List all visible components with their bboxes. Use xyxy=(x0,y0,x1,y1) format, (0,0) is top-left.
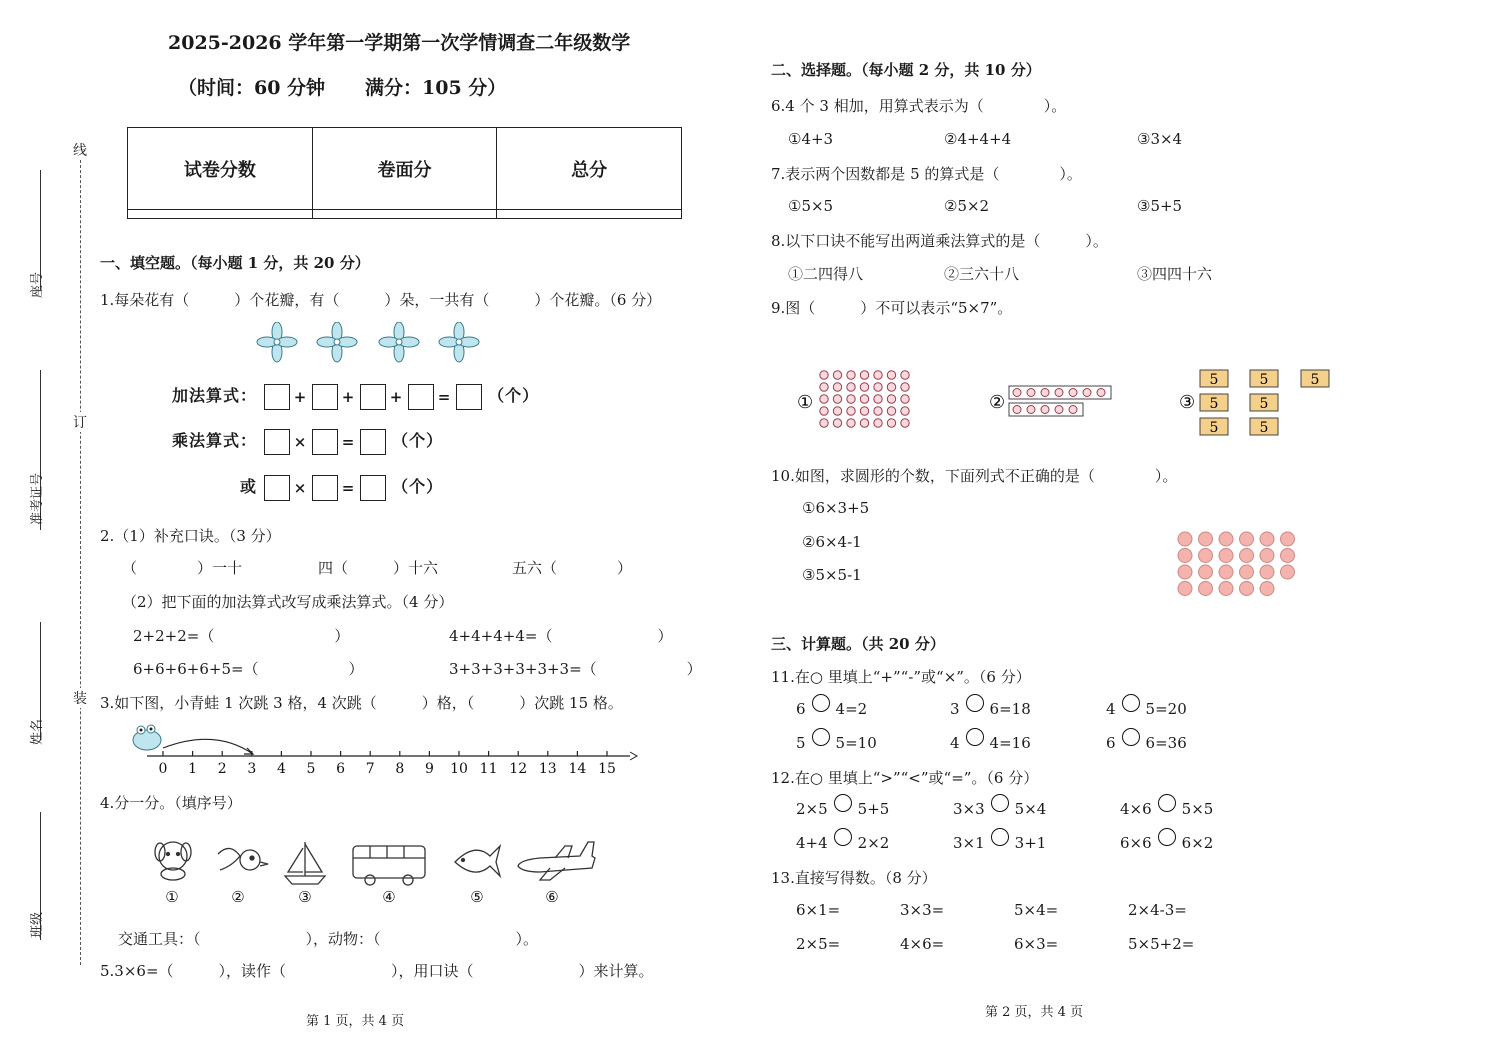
q2-1b: 四（ ）十六 xyxy=(318,559,439,577)
airplane-icon xyxy=(518,842,595,880)
right-operand: 3+1 xyxy=(1014,834,1047,852)
bead xyxy=(1013,389,1021,397)
picture-label: ⑤ xyxy=(470,888,484,906)
picture-label: ② xyxy=(231,888,245,906)
left-operand: 6 xyxy=(1106,734,1116,752)
five-card-label: 5 xyxy=(1259,420,1269,436)
right-operand: 5=10 xyxy=(835,734,877,752)
answer-circle[interactable] xyxy=(812,728,830,746)
score-header-paper: 试卷分数 xyxy=(128,128,313,210)
dot xyxy=(833,395,841,403)
pink-circle xyxy=(1281,532,1295,546)
left-operand: 2×5 xyxy=(796,800,828,818)
answer-circle[interactable] xyxy=(1122,728,1140,746)
tick-label: 4 xyxy=(276,761,286,777)
tick-label: 14 xyxy=(568,761,587,777)
q8-option-2[interactable]: ②三六十八 xyxy=(944,265,1020,283)
compare-item xyxy=(1106,700,1187,718)
dot xyxy=(833,407,841,415)
score-cell-neatness[interactable] xyxy=(312,210,497,219)
dot xyxy=(860,419,868,427)
dot xyxy=(860,371,868,379)
answer-box[interactable] xyxy=(264,429,290,455)
left-operand: 5 xyxy=(796,734,806,752)
dot xyxy=(874,371,882,379)
compare-item xyxy=(953,834,1046,852)
bead xyxy=(1027,406,1035,414)
dot xyxy=(887,371,895,379)
q9-text: 9.图（ ）不可以表示“5×7”。 xyxy=(771,299,1013,317)
answer-circle[interactable] xyxy=(966,728,984,746)
tick-label: 6 xyxy=(336,761,346,777)
dot xyxy=(847,407,855,415)
score-header-total: 总分 xyxy=(497,128,682,210)
picture-label: ④ xyxy=(382,888,396,906)
bead xyxy=(1013,406,1021,414)
compare-item xyxy=(950,734,1031,752)
full-score-info: 满分：105 分） xyxy=(365,77,507,99)
q11-text: 11.在○ 里填上“+”“-”或“×”。（6 分） xyxy=(771,668,1031,686)
answer-circle[interactable] xyxy=(1158,828,1176,846)
tick-label: 1 xyxy=(188,761,198,777)
answer-box[interactable] xyxy=(360,475,386,501)
bead xyxy=(1097,389,1105,397)
pink-circle xyxy=(1260,582,1274,596)
five-card-label: 5 xyxy=(1310,372,1320,388)
right-operand: 4=16 xyxy=(989,734,1031,752)
compare-item xyxy=(1106,734,1187,752)
unit-label: （个） xyxy=(392,431,444,450)
answer-circle[interactable] xyxy=(991,794,1009,812)
answer-box[interactable] xyxy=(312,429,338,455)
answer-circle[interactable] xyxy=(834,828,852,846)
score-table xyxy=(127,127,682,219)
pink-circle xyxy=(1240,549,1254,563)
pink-circle xyxy=(1199,582,1213,596)
dog-icon xyxy=(155,842,191,880)
seat-number-label: 座号 xyxy=(30,271,45,298)
frog-number-line xyxy=(125,718,645,780)
dot xyxy=(833,371,841,379)
dot xyxy=(847,419,855,427)
picture-label: ③ xyxy=(298,888,312,906)
sailboat-icon xyxy=(285,842,325,884)
dot xyxy=(874,383,882,391)
compare-item xyxy=(953,800,1046,818)
dot xyxy=(860,395,868,403)
answer-circle[interactable] xyxy=(812,694,830,712)
dot xyxy=(901,383,909,391)
q10-option-2[interactable]: ②6×4-1 xyxy=(802,533,862,551)
q9-label-3: ③ xyxy=(1179,392,1196,413)
bead xyxy=(1069,406,1077,414)
q2-2a: 2+2+2=（ ） xyxy=(133,627,350,645)
pink-circle xyxy=(1199,565,1213,579)
tick-label: 9 xyxy=(424,761,434,777)
pink-circle xyxy=(1219,582,1233,596)
compare-item xyxy=(796,700,867,718)
pink-circle xyxy=(1281,565,1295,579)
dot xyxy=(901,419,909,427)
tick-label: 3 xyxy=(247,761,257,777)
time-info: （时间：60 分钟 xyxy=(178,77,326,99)
flower-row xyxy=(255,322,485,366)
answer-circle[interactable] xyxy=(1158,794,1176,812)
compare-item xyxy=(796,800,889,818)
dot xyxy=(820,383,828,391)
direct-calc-item[interactable]: 2×5= xyxy=(796,935,841,953)
binding-char-xian: 线 xyxy=(73,140,87,160)
q12-text: 12.在○ 里填上“>”“<”或“=”。（6 分） xyxy=(771,769,1039,787)
right-operand: 2×2 xyxy=(857,834,890,852)
beads xyxy=(1013,389,1105,414)
q4-text: 4.分一分。（填序号） xyxy=(100,794,242,812)
pink-circle xyxy=(1260,549,1274,563)
tick-label: 11 xyxy=(479,761,498,777)
pink-circle xyxy=(1219,532,1233,546)
compare-item xyxy=(1120,800,1213,818)
q2-2b: 4+4+4+4=（ ） xyxy=(449,627,673,645)
q10-option-1[interactable]: ①6×3+5 xyxy=(802,499,870,517)
q2-2-text: （2）把下面的加法算式改写成乘法算式。（4 分） xyxy=(122,593,454,611)
five-card-label: 5 xyxy=(1259,396,1269,412)
dot xyxy=(820,407,828,415)
q2-2c: 6+6+6+6+5=（ ） xyxy=(133,660,364,678)
q7-option-3[interactable]: ③5+5 xyxy=(1137,197,1183,215)
frog-icon xyxy=(133,725,161,750)
answer-box[interactable] xyxy=(360,429,386,455)
exam-id-label: 准考证号 xyxy=(30,472,45,525)
answer-box[interactable] xyxy=(456,384,482,410)
pink-circle xyxy=(1240,565,1254,579)
q7-option-1[interactable]: ①5×5 xyxy=(788,197,834,215)
five-cards xyxy=(1200,370,1329,436)
dot xyxy=(887,383,895,391)
footer-right: 第 2 页，共 4 页 xyxy=(985,1005,1084,1020)
answer-box[interactable] xyxy=(360,384,386,410)
left-operand: 3×3 xyxy=(953,800,985,818)
bead xyxy=(1041,406,1049,414)
sort-pictures xyxy=(140,832,610,908)
pink-circle xyxy=(1178,565,1192,579)
pink-circle xyxy=(1178,582,1192,596)
tick-label: 13 xyxy=(538,761,557,777)
right-operand: 6=36 xyxy=(1145,734,1187,752)
pink-circle xyxy=(1219,549,1233,563)
direct-calc-item[interactable]: 4×6= xyxy=(900,935,945,953)
q6-text: 6.4 个 3 相加，用算式表示为（ ）。 xyxy=(771,97,1067,115)
picture-label: ① xyxy=(165,888,179,906)
bead xyxy=(1069,389,1077,397)
answer-box[interactable] xyxy=(312,384,338,410)
bead xyxy=(1055,406,1063,414)
compare-item xyxy=(796,734,877,752)
q8-option-3[interactable]: ③四四十六 xyxy=(1137,265,1213,283)
five-card-label: 5 xyxy=(1209,372,1219,388)
q1-text: 1.每朵花有（ ）个花瓣，有（ ）朵，一共有（ ）个花瓣。（6 分） xyxy=(100,291,662,309)
tick-label: 7 xyxy=(365,761,375,777)
pink-circle xyxy=(1260,565,1274,579)
left-operand: 4×6 xyxy=(1120,800,1152,818)
tick-label: 0 xyxy=(158,761,168,777)
compare-item xyxy=(950,700,1031,718)
class-label: 班级 xyxy=(30,911,45,938)
q4-answer: 交通工具：（ ），动物：（ ）。 xyxy=(118,930,539,948)
dot xyxy=(887,395,895,403)
q7-text: 7.表示两个因数都是 5 的算式是（ ）。 xyxy=(771,165,1082,183)
tick-label: 12 xyxy=(509,761,528,777)
compare-item xyxy=(1120,834,1213,852)
binding-char-ding: 订 xyxy=(73,412,87,432)
five-card-label: 5 xyxy=(1209,396,1219,412)
q2-2d: 3+3+3+3+3+3=（ ） xyxy=(449,660,702,678)
section1-heading: 一、填空题。（每小题 1 分，共 20 分） xyxy=(100,254,370,272)
pink-circle xyxy=(1219,565,1233,579)
q9-figures xyxy=(795,362,1355,442)
right-operand: 5×5 xyxy=(1181,800,1214,818)
five-card-label: 5 xyxy=(1209,420,1219,436)
right-operand: 4=2 xyxy=(835,700,868,718)
right-operand: 6=18 xyxy=(989,700,1031,718)
left-operand: 6 xyxy=(796,700,806,718)
bird-icon xyxy=(218,848,268,870)
five-card-label: 5 xyxy=(1259,372,1269,388)
q6-option-1[interactable]: ①4+3 xyxy=(788,130,834,148)
or-label: 或 xyxy=(240,477,258,496)
q13-text: 13.直接写得数。（8 分） xyxy=(771,869,937,887)
dot xyxy=(874,419,882,427)
dot xyxy=(847,383,855,391)
answer-circle[interactable] xyxy=(834,794,852,812)
q10-text: 10.如图，求圆形的个数，下面列式不正确的是（ ）。 xyxy=(771,467,1178,485)
answer-circle[interactable] xyxy=(991,828,1009,846)
alternate-formula: 或 × = （个） xyxy=(240,474,443,501)
right-operand: 6×2 xyxy=(1181,834,1214,852)
answer-box[interactable] xyxy=(312,475,338,501)
q6-option-3[interactable]: ③3×4 xyxy=(1137,130,1183,148)
left-operand: 4 xyxy=(950,734,960,752)
q6-option-2[interactable]: ②4+4+4 xyxy=(944,130,1012,148)
multiplication-formula: 乘法算式： × = （个） xyxy=(172,428,443,455)
tick-label: 2 xyxy=(217,761,227,777)
fish-icon xyxy=(455,846,500,876)
direct-calc-item[interactable]: 5×4= xyxy=(1014,901,1059,919)
pink-circle xyxy=(1260,532,1274,546)
left-operand: 6×6 xyxy=(1120,834,1152,852)
dot xyxy=(887,407,895,415)
page-title: 2025-2026 学年第一学期第一次学情调查二年级数学 xyxy=(168,32,631,54)
section3-heading: 三、计算题。（共 20 分） xyxy=(771,635,945,653)
dot xyxy=(887,419,895,427)
answer-box[interactable] xyxy=(408,384,434,410)
q5-text: 5.3×6=（ ），读作（ ），用口诀（ ）来计算。 xyxy=(100,962,654,980)
dot xyxy=(820,371,828,379)
pink-circle xyxy=(1240,532,1254,546)
unit-label: （个） xyxy=(392,477,444,496)
direct-calc-item[interactable]: 6×3= xyxy=(1014,935,1059,953)
bead xyxy=(1041,389,1049,397)
tick-label: 5 xyxy=(306,761,316,777)
dot xyxy=(833,383,841,391)
dot xyxy=(901,371,909,379)
direct-calc-item[interactable]: 5×5+2= xyxy=(1128,935,1195,953)
left-operand: 4 xyxy=(1106,700,1116,718)
section2-heading: 二、选择题。（每小题 2 分，共 10 分） xyxy=(771,61,1041,79)
q9-label-2: ② xyxy=(989,392,1006,413)
dot xyxy=(820,419,828,427)
dot xyxy=(847,371,855,379)
compare-item xyxy=(796,834,889,852)
bead xyxy=(1055,389,1063,397)
picture-label: ⑥ xyxy=(545,888,559,906)
unit-label: （个） xyxy=(488,386,540,405)
right-operand: 5×4 xyxy=(1014,800,1047,818)
score-cell-paper[interactable] xyxy=(128,210,313,219)
bead xyxy=(1083,389,1091,397)
q9-label-1: ① xyxy=(797,392,814,413)
direct-calc-item[interactable]: 3×3= xyxy=(900,901,945,919)
name-label: 姓名 xyxy=(30,718,45,745)
dot-grid xyxy=(820,371,909,427)
dot xyxy=(833,419,841,427)
pink-circle xyxy=(1281,549,1295,563)
left-operand: 3×1 xyxy=(953,834,985,852)
direct-calc-item[interactable]: 6×1= xyxy=(796,901,841,919)
q7-option-2[interactable]: ②5×2 xyxy=(944,197,990,215)
tick-label: 8 xyxy=(395,761,405,777)
dot xyxy=(860,407,868,415)
left-operand: 4+4 xyxy=(796,834,828,852)
q10-option-3[interactable]: ③5×5-1 xyxy=(802,566,862,584)
dot xyxy=(820,395,828,403)
tick-label: 10 xyxy=(450,761,468,777)
q2-1c: 五六（ ） xyxy=(512,559,633,577)
bead xyxy=(1027,389,1035,397)
answer-circle[interactable] xyxy=(1122,694,1140,712)
addition-formula: 加法算式： + + + = （个） xyxy=(172,383,539,410)
right-operand: 5=20 xyxy=(1145,700,1187,718)
answer-box[interactable] xyxy=(264,384,290,410)
pink-circle xyxy=(1178,549,1192,563)
pink-circle xyxy=(1199,549,1213,563)
answer-circle[interactable] xyxy=(966,694,984,712)
pink-circle xyxy=(1199,532,1213,546)
pink-circle xyxy=(1178,532,1192,546)
dot xyxy=(874,395,882,403)
binding-char-zhuang: 装 xyxy=(73,688,87,708)
tick-label: 15 xyxy=(598,761,616,777)
binding-line xyxy=(80,140,81,965)
direct-calc-item[interactable]: 2×4-3= xyxy=(1128,901,1187,919)
pink-circle xyxy=(1240,582,1254,596)
circle-grid xyxy=(1172,530,1302,598)
score-cell-total[interactable] xyxy=(497,210,682,219)
footer-left: 第 1 页，共 4 页 xyxy=(306,1014,405,1029)
left-operand: 3 xyxy=(950,700,960,718)
q8-text: 8.以下口诀不能写出两道乘法算式的是（ ）。 xyxy=(771,232,1108,250)
q2-1a: （ ）一十 xyxy=(122,559,243,577)
multiplication-label: 乘法算式： xyxy=(172,431,258,450)
q2-1-text: 2.（1）补充口诀。（3 分） xyxy=(100,527,281,545)
score-header-neatness: 卷面分 xyxy=(312,128,497,210)
flower-icon xyxy=(255,322,485,366)
bus-icon xyxy=(353,846,425,885)
addition-label: 加法算式： xyxy=(172,386,258,405)
dot xyxy=(901,395,909,403)
dot xyxy=(847,395,855,403)
q8-option-1[interactable]: ①二四得八 xyxy=(788,265,864,283)
dot xyxy=(874,407,882,415)
q3-text: 3.如下图，小青蛙 1 次跳 3 格，4 次跳（ ）格，（ ）次跳 15 格。 xyxy=(100,694,623,712)
dot xyxy=(860,383,868,391)
answer-box[interactable] xyxy=(264,475,290,501)
dot xyxy=(901,407,909,415)
right-operand: 5+5 xyxy=(857,800,890,818)
